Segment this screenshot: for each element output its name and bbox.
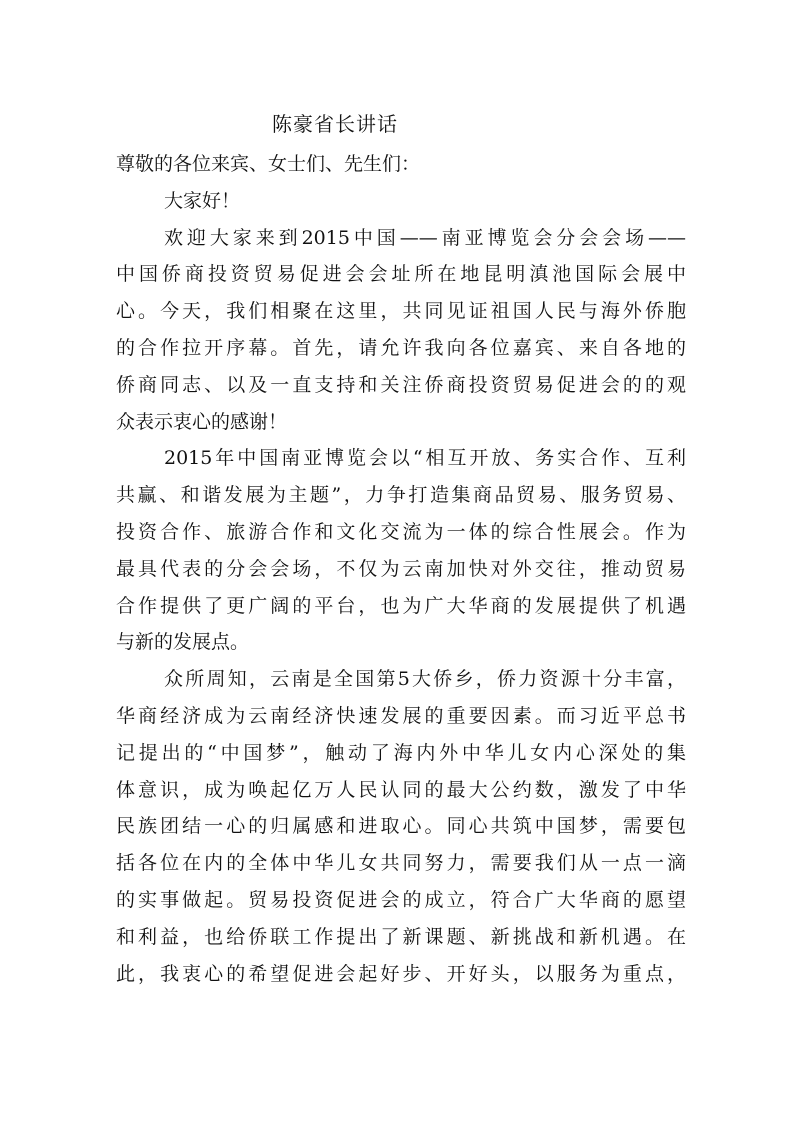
- paragraph-2-line-1: 2015年中国南亚博览会以“相互开放、务实合作、互利: [164, 447, 686, 470]
- paragraph-1-line-3: 心。今天，我们相聚在这里，共同见证祖国人民与海外侨胞: [116, 300, 686, 323]
- salutation: 尊敬的各位来宾、女士们、先生们：: [116, 153, 421, 175]
- paragraph-2-line-2: 共赢、和谐发展为主题”，力争打造集商品贸易、服务贸易、: [116, 484, 686, 507]
- paragraph-3-line-9: 此，我衷心的希望促进会起好步、开好头，以服务为重点，: [116, 962, 686, 985]
- greeting: 大家好！: [164, 189, 241, 212]
- paragraph-3-line-7: 的实事做起。贸易投资促进会的成立，符合广大华商的愿望: [116, 888, 686, 911]
- paragraph-2-line-5: 合作提供了更广阔的平台，也为广大华商的发展提供了机遇: [116, 594, 686, 617]
- paragraph-3-line-8: 和利益，也给侨联工作提出了新课题、新挑战和新机遇。在: [116, 925, 686, 948]
- document-title: 陈豪省长讲话: [272, 112, 398, 136]
- paragraph-1-line-5: 侨商同志、以及一直支持和关注侨商投资贸易促进会的的观: [116, 373, 686, 396]
- paragraph-3-line-5: 民族团结一心的归属感和进取心。同心共筑中国梦，需要包: [116, 815, 686, 838]
- paragraph-3-line-2: 华商经济成为云南经济快速发展的重要因素。而习近平总书: [116, 704, 686, 727]
- paragraph-3-line-1: 众所周知，云南是全国第5大侨乡，侨力资源十分丰富，: [164, 668, 686, 691]
- paragraph-2-line-4: 最具代表的分会会场，不仅为云南加快对外交往，推动贸易: [116, 557, 686, 580]
- paragraph-2-line-6: 与新的发展点。: [116, 631, 250, 654]
- paragraph-3-line-3: 记提出的“中国梦”，触动了海内外中华儿女内心深处的集: [116, 741, 686, 764]
- paragraph-3-line-6: 括各位在内的全体中华儿女共同努力，需要我们从一点一滴: [116, 852, 686, 875]
- paragraph-1-line-1: 欢迎大家来到2015中国——南亚博览会分会会场——: [164, 226, 686, 249]
- paragraph-1-line-4: 的合作拉开序幕。首先，请允许我向各位嘉宾、来自各地的: [116, 336, 686, 359]
- paragraph-1-line-2: 中国侨商投资贸易促进会会址所在地昆明滇池国际会展中: [116, 263, 686, 286]
- paragraph-3-line-4: 体意识，成为唤起亿万人民认同的最大公约数，激发了中华: [116, 778, 686, 801]
- paragraph-2-line-3: 投资合作、旅游合作和文化交流为一体的综合性展会。作为: [116, 520, 686, 543]
- paragraph-1-line-6: 众表示衷心的感谢！: [116, 410, 288, 433]
- speech-body: [116, 146, 686, 992]
